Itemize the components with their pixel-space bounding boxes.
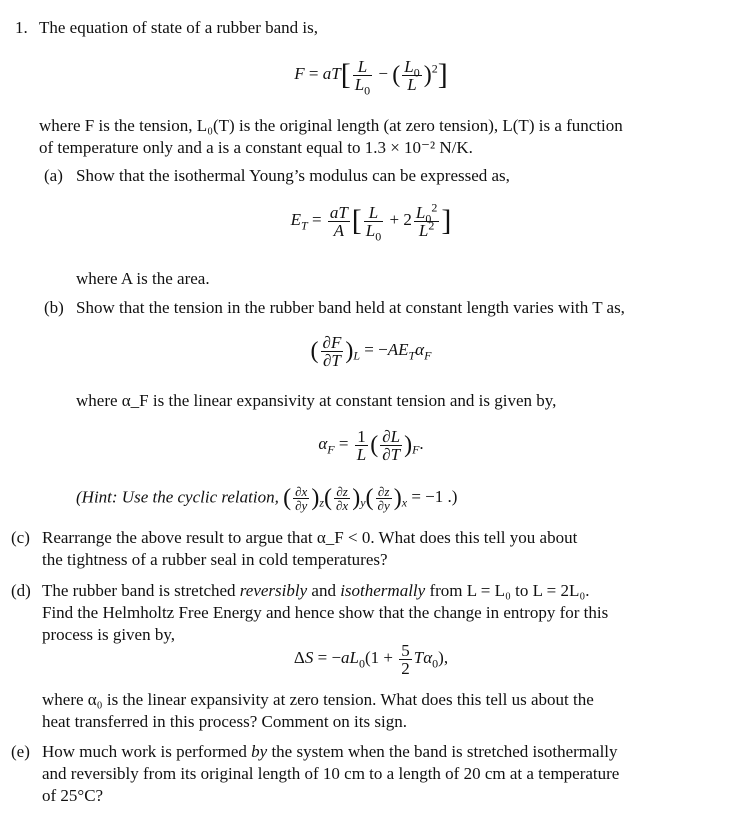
tension-derivative-equation: ( $\frac{\partial F}{\partial T}$ )$_L = -AE_T\alpha_F$: [310, 333, 432, 370]
part-c-label: (c): [11, 528, 30, 547]
part-e-line-1: How much work is performed by the system when the band is stretched isothermally: [42, 742, 618, 761]
part-e-line-2: and reversibly from its original length of 10 cm to a length of 20 cm at a temperature: [42, 764, 620, 783]
part-d-followup-1: where α₀ is the linear expansivity at zero tension. What does this tell us about the: [42, 690, 594, 709]
definitions-line-2: of temperature only and a is a constant equal to 1.3 × 10⁻² N/K.: [39, 138, 473, 157]
part-a-followup: where A is the area.: [76, 269, 210, 288]
definitions-line-1: where F is the tension, L₀(T) is the original length (at zero tension), L(T) is a function: [39, 116, 623, 135]
entropy-change-equation: $\Delta S = -aL_0(1$ + $\frac{5}{2}$ $T\alpha_0$),: [293, 641, 449, 678]
part-b-text: Show that the tension in the rubber band held at constant length varies with T as,: [76, 298, 625, 317]
part-b-followup: where α_F is the linear expansivity at constant tension and is given by,: [76, 391, 557, 410]
part-b-label: (b): [44, 298, 64, 317]
part-d-line-1: The rubber band is stretched reversibly and isothermally from L = L₀ to L = 2L₀.: [42, 581, 590, 600]
part-b-hint: (Hint: Use the cyclic relation, ( $\frac{\partial x}{\partial y}$ )$_z$( $\frac{\partial z}{\partial x}$ )$_y$( $\frac{\partial z}{\partial y}$ )$_x = -1$ .): [76, 484, 458, 513]
part-c-line-2: the tightness of a rubber seal in cold temperatures?: [42, 550, 388, 569]
part-d-line-3: process is given by,: [42, 625, 175, 644]
question-number: 1.: [15, 18, 28, 37]
part-d-line-2: Find the Helmholtz Free Energy and hence show that the change in entropy for this: [42, 603, 609, 622]
linear-expansivity-equation: $\alpha_F$ = $\frac{1}{L}$ ( $\frac{\partial L}{\partial T}$ )$_F$.: [318, 427, 424, 464]
part-d-followup-2: heat transferred in this process? Comment on its sign.: [42, 712, 407, 731]
equation-of-state: F = aT[ $\frac{L}{L_0}$ − ( $\frac{L_0}{L}$ )$^2$]: [294, 57, 448, 98]
part-c-line-1: Rearrange the above result to argue that α_F < 0. What does this tell you about: [42, 528, 578, 547]
part-a-label: (a): [44, 166, 63, 185]
part-e-line-3: of 25°C?: [42, 786, 104, 805]
part-a-text: Show that the isothermal Young’s modulus can be expressed as,: [76, 166, 510, 185]
youngs-modulus-equation: $E_T$ = $\frac{aT}{A}$ [ $\frac{L}{L_0}$ + 2 $\frac{L_0^2}{L^2}$ ]: [290, 200, 452, 244]
question-intro: The equation of state of a rubber band is,: [39, 18, 318, 37]
part-d-label: (d): [11, 581, 31, 600]
part-e-label: (e): [11, 742, 30, 761]
